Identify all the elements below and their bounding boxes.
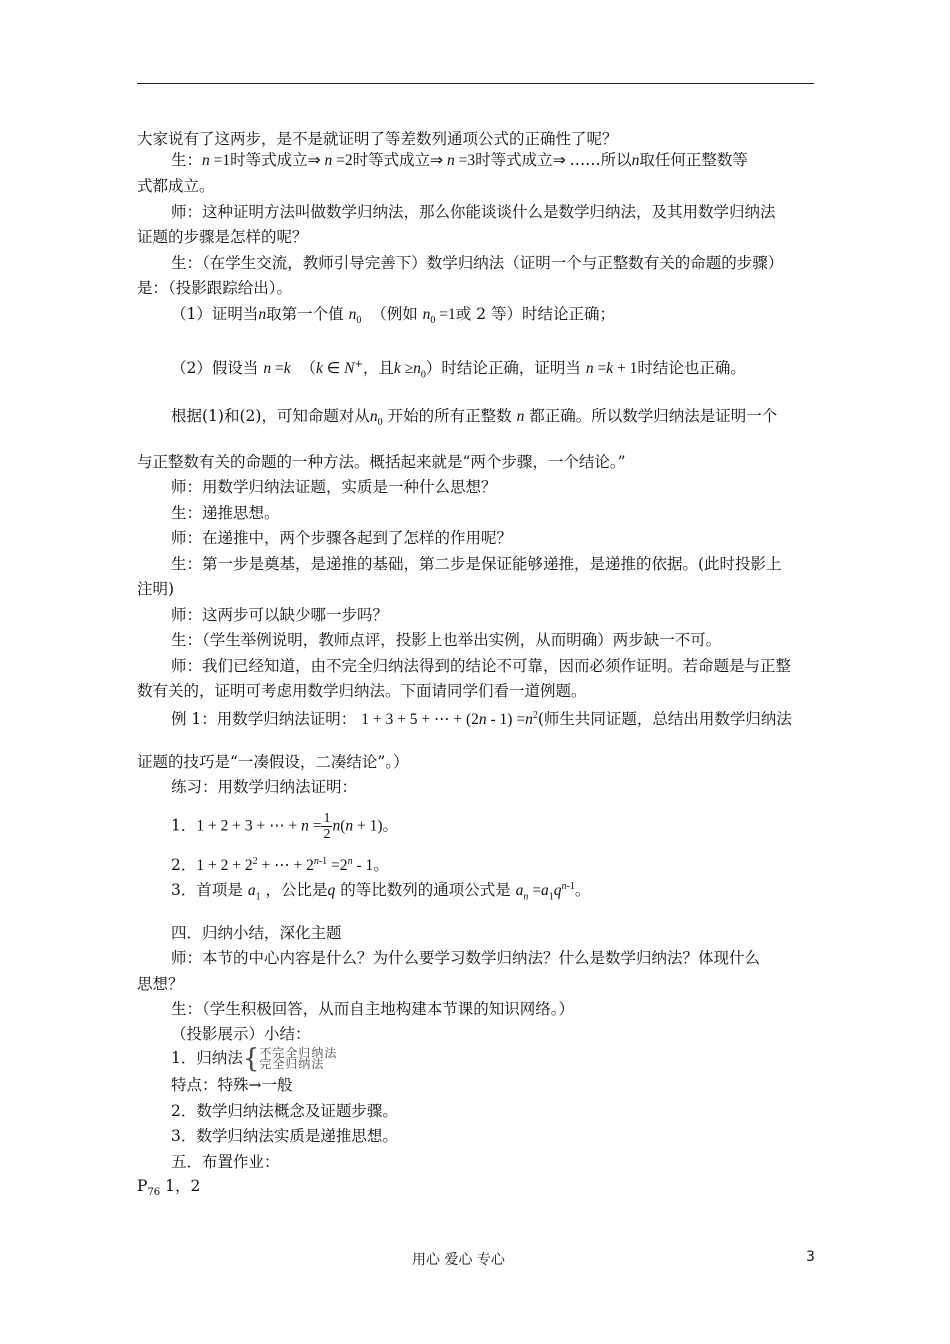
paragraph-line: 与正整数有关的命题的一种方法。概括起来就是“两个步骤，一个结论。” (137, 453, 626, 471)
paragraph-line: 2．数学归纳法概念及证题步骤。 (171, 1102, 398, 1120)
paragraph-line: 生：第一步是奠基，是递推的基础，第二步是保证能够递推，是递推的依据。(此时投影上 (171, 555, 782, 573)
paragraph-line: 3．数学归纳法实质是递推思想。 (171, 1127, 398, 1145)
paragraph-line: 思想？ (137, 975, 184, 993)
paragraph-line: 生：（学生举例说明，教师点评，投影上也举出实例，从而明确）两步缺一不可。 (171, 631, 722, 649)
page-number: 3 (806, 1249, 815, 1265)
paragraph-line: （投影展示）小结： (171, 1025, 311, 1043)
paragraph-line: 根据(1)和(2)，可知命题对从$n_0$ 开始的所有正整数 n 都正确。所以数学归纳法是证明一个 (171, 407, 778, 429)
paragraph-line: 证题的技巧是“一凑假设，二凑结论”。） (137, 753, 409, 771)
paragraph-line: 式都成立。 (137, 177, 215, 195)
paragraph-line: 师：用数学归纳法证题，实质是一种什么思想？ (171, 478, 497, 496)
paragraph-line: 师：本节的中心内容是什么？为什么要学习数学归纳法？什么是数学归纳法？体现什么 (171, 949, 761, 967)
summary-induction-types: 1．归纳法{ 不完全归纳法 完全归纳法 (171, 1044, 338, 1074)
paragraph-line: 特点：特殊→一般 (171, 1076, 293, 1094)
exercise-3: 3．首项是 $a_1$ ，公比是q 的等比数列的通项公式是 $a_n =a_1q^{n-1}$。 (171, 881, 591, 903)
header-rule (137, 83, 814, 84)
paragraph-line: 大家说有了这两步，是不是就证明了等差数列通项公式的正确性了呢？ (137, 130, 618, 148)
paragraph-line: 生：（在学生交流，教师引导完善下）数学归纳法（证明一个与正整数有关的命题的步骤） (171, 254, 784, 272)
paragraph-line: 师：在递推中，两个步骤各起到了怎样的作用呢？ (171, 529, 513, 547)
paragraph-line: 师：这两步可以缺少哪一步吗？ (171, 606, 389, 624)
paragraph-line: 生：n =1时等式成立⇒ n =2时等式成立⇒ n =3时等式成立⇒ ……所以n取任何正整数等 (171, 151, 748, 169)
paragraph-line: 师：这种证明方法叫做数学归纳法，那么你能谈谈什么是数学归纳法，及其用数学归纳法 (171, 203, 776, 221)
example-line: 例 1：用数学归纳法证明： 1 + 3 + 5 + ⋯ + $(2n - 1) =n^2$(师生共同证题，总结出用数学归纳法 (171, 710, 792, 729)
paragraph-line: 生：递推思想。 (171, 504, 280, 522)
section-heading: 四．归纳小结，深化主题 (171, 924, 342, 942)
paragraph-line: 是：（投影跟踪给出）。 (137, 279, 293, 297)
paragraph-line: 证题的步骤是怎样的呢？ (137, 228, 308, 246)
step-two-line: （2）假设当 n =k （k ∈ N+，且$k \ge n_0$）时结论正确，证明当 n =k + 1时结论也正确。 (171, 359, 746, 381)
paragraph-line: 生：（学生积极回答，从而自主地构建本节课的知识网络。） (171, 1000, 575, 1018)
exercise-1: 1．1 + 2 + 3 + ⋯ + n = $\frac{1}{2}$ n(n + 1)。 (171, 811, 399, 842)
paragraph-line: 数有关的，证明可考虑用数学归纳法。下面请同学们看一道例题。 (137, 682, 587, 700)
paragraph-line: 注明) (137, 580, 175, 598)
homework-line: $P_{76}$ 1，2 (137, 1177, 201, 1199)
section-heading: 五．布置作业： (171, 1153, 280, 1171)
footer-motto: 用心 爱心 专心 (412, 1252, 505, 1268)
step-one-line: （1）证明当n取第一个值 $n_0$ （例如 $n_0 =1$或 2 等）时结论正确； (171, 305, 615, 327)
paragraph-line: 练习：用数学归纳法证明： (171, 778, 358, 796)
paragraph-line: 师：我们已经知道，由不完全归纳法得到的结论不可靠，因而必须作证明。若命题是与正整 (171, 657, 792, 675)
exercise-2: 2．$1 + 2 + 2^2$ + ⋯ + $2^{n-1} =2^n - 1$。 (171, 856, 389, 875)
